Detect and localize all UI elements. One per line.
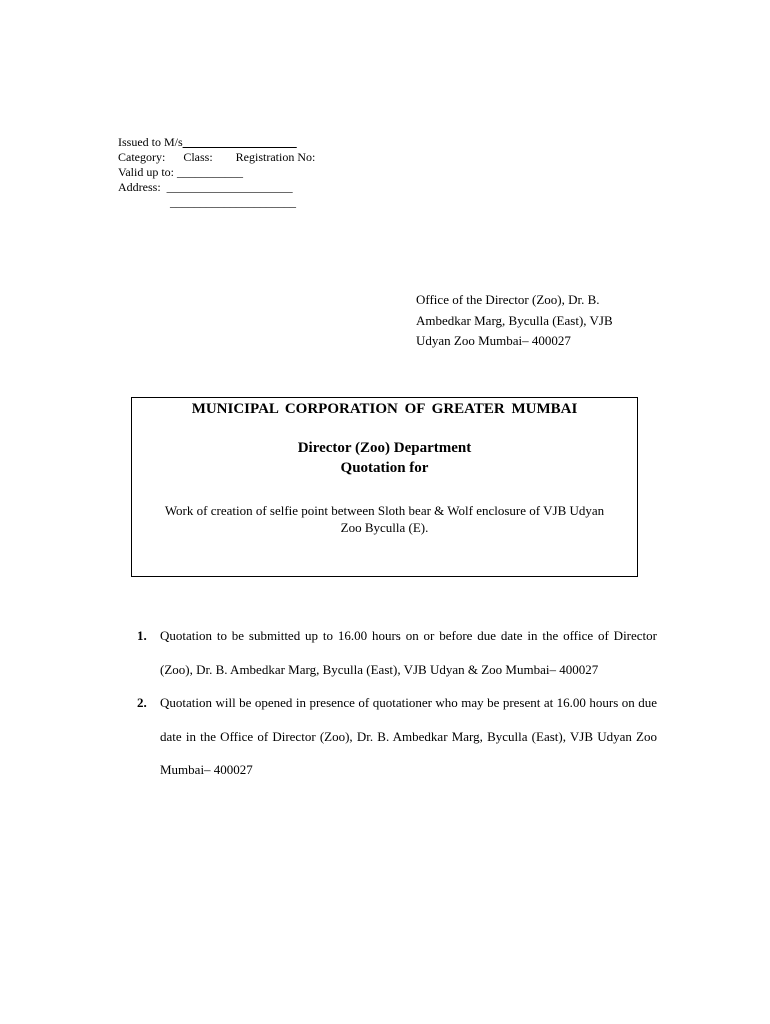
issued-to-blank: ___________________ bbox=[182, 135, 297, 149]
work-description-line: Work of creation of selfie point between Sloth bear & Wolf enclosure of VJB Udyan bbox=[164, 503, 605, 518]
office-address-line: Office of the Director (Zoo), Dr. B. bbox=[416, 292, 600, 307]
address-label: Address: bbox=[118, 180, 161, 194]
condition-text: Quotation to be submitted up to 16.00 hours on or before due date in the office of Director (Zoo), Dr. B. Ambedkar Marg, Byculla (East), VJB Udyan & Zoo Mumbai– 400027 bbox=[160, 628, 657, 677]
issued-to-row bbox=[118, 135, 315, 150]
department-heading bbox=[132, 438, 637, 478]
issued-to-block bbox=[118, 135, 315, 210]
valid-up-to-blank: ___________ bbox=[177, 165, 243, 179]
valid-up-to-row bbox=[118, 165, 315, 180]
condition-number: 2. bbox=[137, 695, 147, 710]
department-name: Director (Zoo) Department bbox=[297, 440, 472, 456]
condition-number: 1. bbox=[137, 628, 147, 643]
conditions-list bbox=[137, 619, 657, 787]
work-description-line: Zoo Byculla (E). bbox=[340, 520, 429, 535]
corporation-title: MUNICIPAL CORPORATION OF GREATER MUMBAI bbox=[191, 401, 578, 417]
class-label: Class: bbox=[183, 150, 213, 164]
address-row bbox=[118, 180, 315, 195]
issued-to-label: Issued to M/s bbox=[118, 135, 183, 149]
office-address-line: Udyan Zoo Mumbai– 400027 bbox=[416, 333, 571, 348]
condition-text: Quotation will be opened in presence of quotationer who may be present at 16.00 hours on due date in the Office of Director (Zoo), Dr. B. Ambedkar Marg, Byculla (East), VJB Udyan Zoo Mumbai– 400027 bbox=[160, 695, 657, 777]
category-label: Category: bbox=[118, 150, 166, 164]
quotation-for-label: Quotation for bbox=[340, 460, 429, 476]
valid-up-to-label: Valid up to: bbox=[118, 165, 174, 179]
condition-item bbox=[137, 686, 657, 787]
address-blank-1: _____________________ bbox=[166, 180, 293, 194]
address-row-2 bbox=[118, 195, 315, 210]
title-box bbox=[131, 397, 638, 577]
address-blank-2: _____________________ bbox=[170, 195, 296, 209]
work-description bbox=[137, 502, 632, 536]
office-address-line: Ambedkar Marg, Byculla (East), VJB bbox=[416, 312, 613, 328]
condition-item bbox=[137, 619, 657, 686]
registration-label: Registration No: bbox=[235, 150, 316, 164]
category-row bbox=[118, 150, 315, 165]
office-address bbox=[416, 290, 646, 352]
